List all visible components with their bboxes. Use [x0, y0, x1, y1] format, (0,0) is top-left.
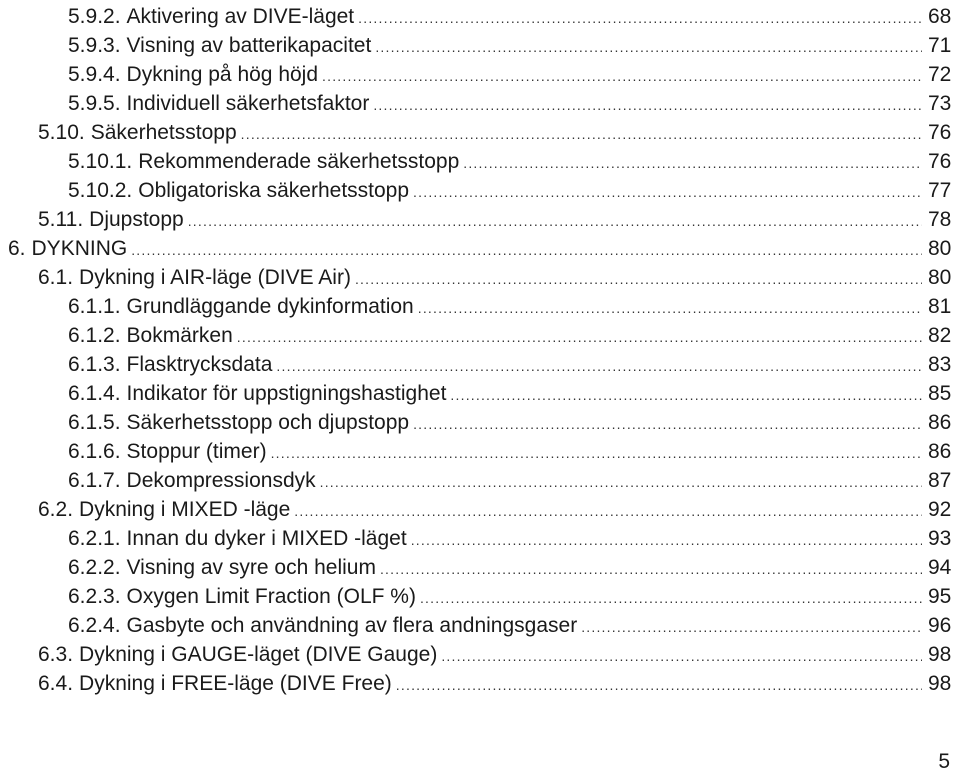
toc-entry-number: 6.1.3. — [68, 353, 121, 376]
dot-leader — [322, 62, 922, 90]
toc-entry-page: 72 — [928, 63, 952, 86]
toc-entry-number: 6.2.1. — [68, 527, 121, 550]
toc-entry-page: 95 — [928, 585, 952, 608]
toc-entry[interactable] — [38, 264, 950, 292]
toc-entry-number: 6.1.1. — [68, 295, 121, 318]
toc-entry-number: 6.1.5. — [68, 411, 121, 434]
toc-entry-number: 6.4. — [38, 672, 74, 695]
toc-entry-page: 76 — [928, 121, 952, 144]
toc-entry-title: Innan du dyker i MIXED -läget — [126, 527, 407, 550]
toc-entry-title: Indikator för uppstigningshastighet — [126, 382, 447, 405]
toc-entry-page: 77 — [928, 179, 952, 202]
toc-entry-title: Rekommenderade säkerhetsstopp — [138, 150, 460, 173]
toc-entry-number: 6.1. — [38, 266, 74, 289]
toc-entry-title: Visning av batterikapacitet — [126, 34, 372, 57]
toc-entry-title: Dykning i MIXED -läge — [79, 498, 291, 521]
toc-entry-title: Aktivering av DIVE-läget — [126, 5, 355, 28]
dot-leader — [411, 526, 922, 554]
toc-entry-title: Dykning på hög höjd — [126, 63, 319, 86]
dot-leader — [581, 613, 922, 641]
toc-entry[interactable] — [68, 148, 950, 176]
toc-entry-page: 78 — [928, 208, 952, 231]
dot-leader — [420, 584, 922, 612]
toc-entry-number: 5.9.4. — [68, 63, 121, 86]
dot-leader — [396, 671, 922, 699]
toc-entry-page: 80 — [928, 266, 952, 289]
toc-entry[interactable] — [38, 206, 950, 234]
dot-leader — [413, 178, 922, 206]
toc-entry[interactable] — [38, 641, 950, 669]
toc-entry[interactable] — [38, 496, 950, 524]
toc-entry-title: Bokmärken — [126, 324, 233, 347]
toc-entry-number: 5.10.2. — [68, 179, 133, 202]
toc-entry-number: 6.2.3. — [68, 585, 121, 608]
toc-entry-number: 5.10.1. — [68, 150, 133, 173]
dot-leader — [450, 381, 922, 409]
toc-entry-title: Obligatoriska säkerhetsstopp — [138, 179, 410, 202]
toc-entry-page: 73 — [928, 92, 952, 115]
toc-entry-page: 81 — [928, 295, 952, 318]
toc-entry[interactable] — [68, 32, 950, 60]
toc-entry-title: Individuell säkerhetsfaktor — [126, 92, 370, 115]
toc-entry-page: 86 — [928, 411, 952, 434]
toc-entry[interactable] — [68, 90, 950, 118]
toc-entry-title: Dykning i GAUGE-läget (DIVE Gauge) — [79, 643, 438, 666]
toc-entry-title: Gasbyte och användning av flera andningsgaser — [126, 614, 578, 637]
toc-entry-title: Dykning i AIR-läge (DIVE Air) — [79, 266, 351, 289]
toc-entry-page: 96 — [928, 614, 952, 637]
toc-entry-number: 5.9.5. — [68, 92, 121, 115]
toc-entry-page: 86 — [928, 440, 952, 463]
dot-leader — [271, 439, 922, 467]
dot-leader — [276, 352, 922, 380]
toc-entry-title: Visning av syre och helium — [126, 556, 376, 579]
dot-leader — [294, 497, 922, 525]
dot-leader — [373, 91, 922, 119]
toc-entry-number: 6.1.7. — [68, 469, 121, 492]
toc-entry-number: 6. — [8, 237, 26, 260]
dot-leader — [413, 410, 922, 438]
toc-entry-page: 85 — [928, 382, 952, 405]
dot-leader — [418, 294, 922, 322]
toc-entry-number: 6.1.6. — [68, 440, 121, 463]
toc-entry-page: 82 — [928, 324, 952, 347]
toc-entry-number: 5.10. — [38, 121, 85, 144]
toc-entry-number: 6.1.4. — [68, 382, 121, 405]
toc-entry-title: Dekompressionsdyk — [126, 469, 316, 492]
toc-entry[interactable] — [68, 322, 950, 350]
toc-entry-title: Säkerhetsstopp och djupstopp — [126, 411, 410, 434]
toc-entry-number: 5.9.2. — [68, 5, 121, 28]
toc-entry-page: 98 — [928, 672, 952, 695]
toc-entry[interactable] — [68, 351, 950, 379]
toc-entry-title: Djupstopp — [89, 208, 184, 231]
toc-entry-number: 5.11. — [38, 208, 84, 231]
toc-entry[interactable] — [68, 525, 950, 553]
toc-entry[interactable] — [68, 554, 950, 582]
toc-entry[interactable] — [8, 235, 950, 263]
toc-entry-title: Oxygen Limit Fraction (OLF %) — [126, 585, 416, 608]
toc-entry-number: 6.2. — [38, 498, 74, 521]
toc-entry-page: 94 — [928, 556, 952, 579]
toc-entry-title: Stoppur (timer) — [126, 440, 267, 463]
toc-entry-page: 93 — [928, 527, 952, 550]
page-number: 5 — [938, 750, 950, 773]
toc-entry-number: 6.2.4. — [68, 614, 121, 637]
toc-entry[interactable] — [38, 670, 950, 698]
toc-entry-number: 6.3. — [38, 643, 74, 666]
toc-entry-title: Flasktrycksdata — [126, 353, 273, 376]
toc-entry-title: Säkerhetsstopp — [90, 121, 237, 144]
toc-entry[interactable] — [68, 61, 950, 89]
toc-entry-title: Dykning i FREE-läge (DIVE Free) — [79, 672, 392, 695]
dot-leader — [358, 4, 922, 32]
toc-entry-page: 92 — [928, 498, 952, 521]
toc-entry[interactable] — [68, 438, 950, 466]
toc-entry-page: 98 — [928, 643, 952, 666]
toc-entry-page: 71 — [928, 34, 952, 57]
toc-entry[interactable] — [68, 3, 950, 31]
dot-leader — [237, 323, 922, 351]
toc-entry-number: 6.1.2. — [68, 324, 121, 347]
toc-entry[interactable] — [68, 177, 950, 205]
toc-entry[interactable] — [68, 293, 950, 321]
dot-leader — [375, 33, 922, 61]
toc-entry[interactable] — [68, 612, 950, 640]
dot-leader — [355, 265, 922, 293]
toc-entry[interactable] — [68, 380, 950, 408]
toc-entry-number: 5.9.3. — [68, 34, 121, 57]
toc-entry-page: 87 — [928, 469, 952, 492]
toc-entry-page: 76 — [928, 150, 952, 173]
toc-entry[interactable] — [68, 583, 950, 611]
toc-entry-page: 80 — [928, 237, 952, 260]
dot-leader — [441, 642, 922, 670]
toc-entry-title: DYKNING — [31, 237, 128, 260]
dot-leader — [320, 468, 922, 496]
dot-leader — [380, 555, 922, 583]
toc-entry-title: Grundläggande dykinformation — [126, 295, 414, 318]
dot-leader — [188, 207, 922, 235]
toc-entry[interactable] — [68, 467, 950, 495]
toc-entry-page: 83 — [928, 353, 952, 376]
toc-entry-page: 68 — [928, 5, 952, 28]
toc-entry[interactable] — [38, 119, 950, 147]
dot-leader — [131, 236, 922, 264]
dot-leader — [463, 149, 922, 177]
toc-entry[interactable] — [68, 409, 950, 437]
toc-entry-number: 6.2.2. — [68, 556, 121, 579]
dot-leader — [241, 120, 922, 148]
